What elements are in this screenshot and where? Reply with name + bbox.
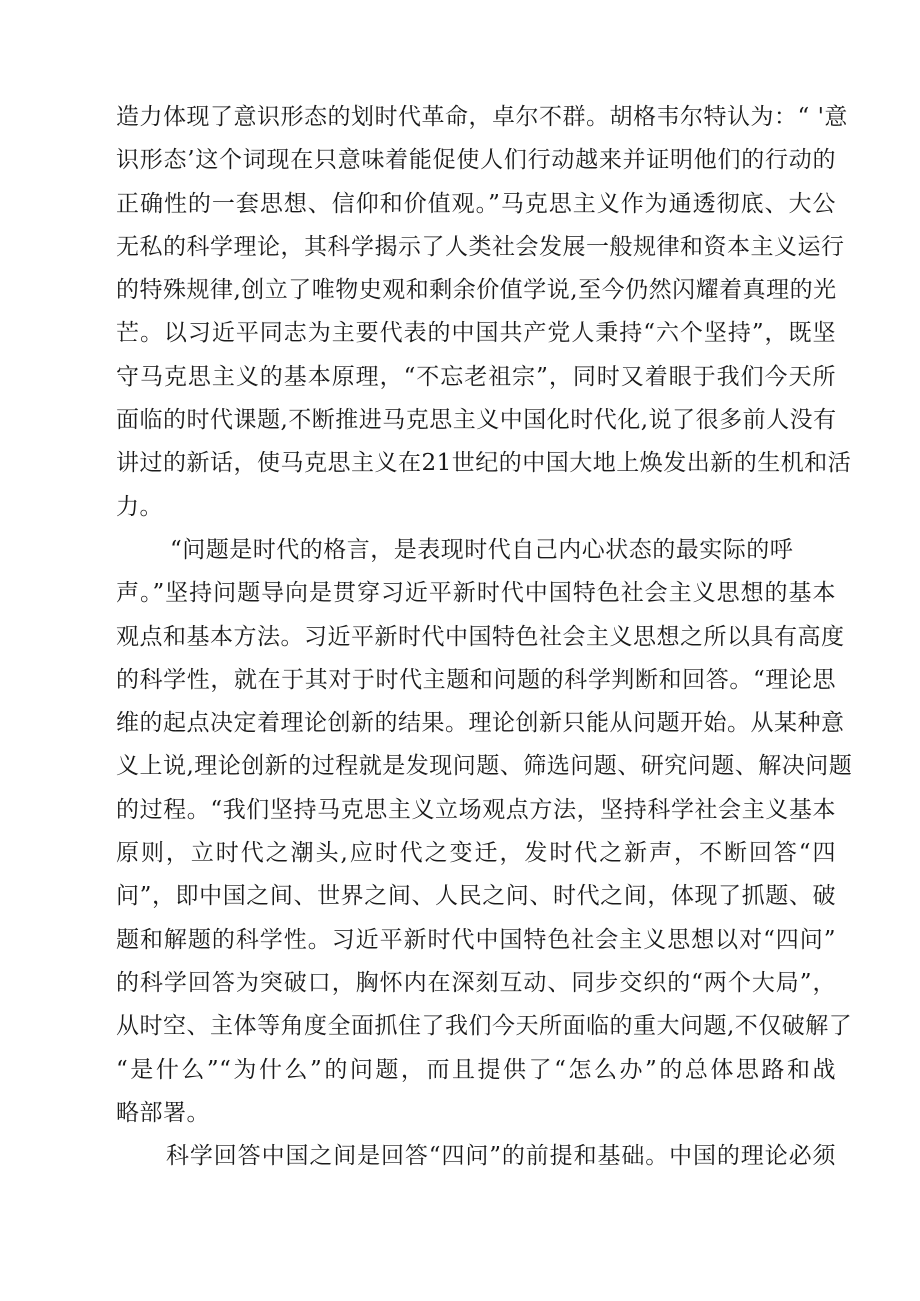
text-line: 问”，即中国之间、世界之间、人民之问、时代之间，体现了抓题、破 [116, 883, 836, 910]
paragraph-first-line: 科学回答中国之间是回答“四问”的前提和基础。中国的理论必须 [166, 1143, 836, 1170]
text-line: “是什么”“为什么”的问题，而且提供了“怎么办”的总体思路和战 [116, 1056, 836, 1083]
paragraph-first-line: “问题是时代的格言，是表现时代自己内心状态的最实际的呼 [170, 536, 794, 563]
text-line: 原则，立时代之潮头,应时代之变迁，发时代之新声，不断回答“四 [116, 840, 836, 867]
text-line: 面临的时代课题,不断推进马克思主义中国化时代化,说了很多前人没有 [116, 407, 837, 434]
paragraph-end-line: 略部署。 [116, 1099, 210, 1126]
paragraph-end-line: 力。 [116, 493, 163, 520]
text-line: 维的起点决定着理论创新的结果。理论创新只能从问题开始。从某种意 [116, 710, 845, 737]
text-line: 守马克思主义的基本原理，“不忘老祖宗”，同时又着眼于我们今天所 [116, 363, 836, 390]
text-line: 题和解题的科学性。习近平新时代中国特色社会主义思想以对“四问” [116, 926, 836, 953]
text-line: 义上说,理论创新的过程就是发现问题、筛选问题、研究问题、解决问题 [116, 753, 853, 780]
text-line: 从时空、主体等角度全面抓住了我们今天所面临的重大问题,不仅破解了 [116, 1013, 853, 1040]
text-line: 识形态’这个词现在只意味着能促使人们行动越来并证明他们的行动的 [116, 147, 836, 174]
text-line: 观点和基本方法。习近平新时代中国特色社会主义思想之所以具有高度 [116, 623, 845, 650]
text-line: 的科学回答为突破口，胸怀内在深刻互动、同步交织的“两个大局”， [116, 969, 836, 996]
text-line: 讲过的新话，使马克思主义在21世纪的中国大地上焕发出新的生机和活 [116, 450, 852, 477]
text-line: 无私的科学理论，其科学揭示了人类社会发展一般规律和资本主义运行 [116, 233, 845, 260]
text-line: 正确性的一套思想、信仰和价值观。”马克思主义作为通透彻底、大公 [116, 190, 836, 217]
text-line: 造力体现了意识形态的划时代革命，卓尔不群。胡格韦尔特认为：“ '意 [116, 104, 848, 130]
text-line: 的科学性，就在于其对于时代主题和问题的科学判断和回答。“理论思 [116, 666, 836, 693]
text-line: 声。”坚持问题导向是贯穿习近平新时代中国特色社会主义思想的基本 [116, 580, 836, 607]
text-line: 芒。以习近平同志为主要代表的中国共产党人秉持“六个坚持”，既坚 [116, 320, 836, 347]
text-line: 的特殊规律,创立了唯物史观和剩余价值学说,至今仍然闪耀着真理的光 [116, 277, 837, 304]
body-text [116, 96, 853, 1178]
text-line: 的过程。“我们坚持马克思主义立场观点方法，坚持科学社会主义基本 [116, 796, 836, 823]
